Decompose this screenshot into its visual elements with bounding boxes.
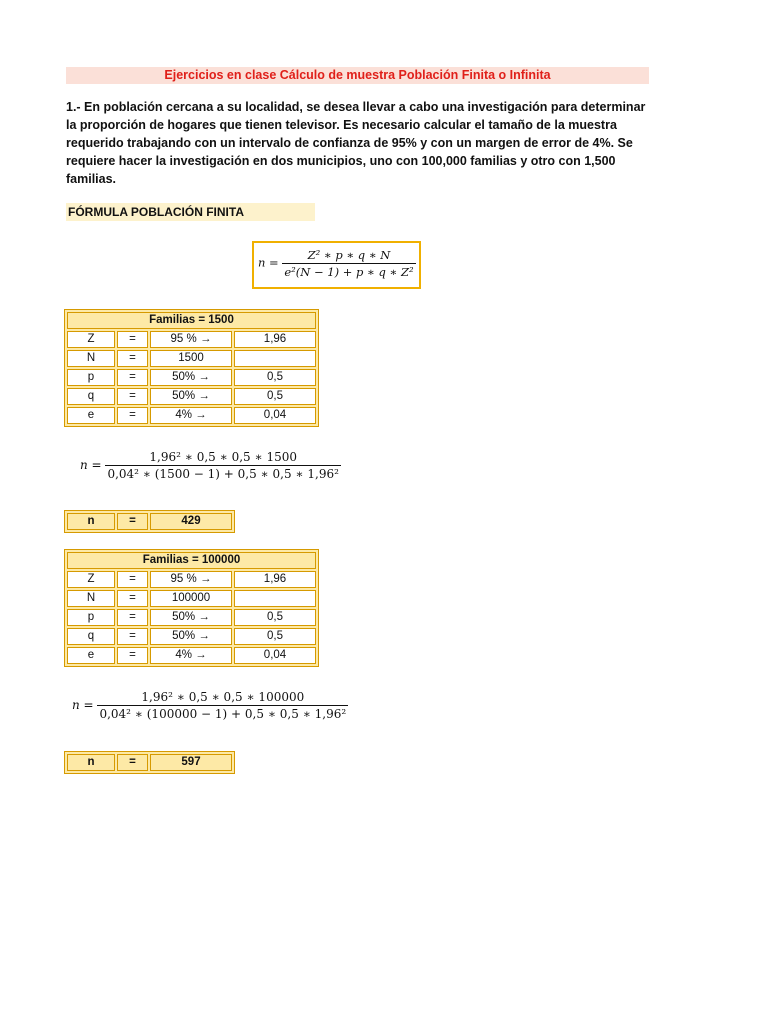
formula-numerator: Z² ∗ p ∗ q ∗ N	[282, 248, 415, 264]
calc-numerator: 1,96² ∗ 0,5 ∗ 0,5 ∗ 100000	[97, 690, 348, 706]
formula-denominator: e²(N − 1) + p ∗ q ∗ Z²	[284, 265, 414, 279]
problem-statement: 1.- En población cercana a su localidad, se desea llevar a cabo una investigación para determinar la proporción de hogares que tienen televisor. Es necesario calcular el tamaño de la muestra requerido trabajando con un intervalo de confianza de 95% y con un margen de error de 4%. Se requiere hacer la investigación en dos municipios, uno con 100,000 familias y otro con 1,500 familias.	[66, 100, 646, 186]
result-equals: =	[117, 754, 148, 771]
value-cell: 0,5	[234, 628, 316, 645]
given-cell: 50% →	[150, 628, 232, 645]
calc-denominator: 0,04² ∗ (1500 − 1) + 0,5 ∗ 0,5 ∗ 1,96²	[107, 467, 339, 481]
given-cell: 4% →	[150, 647, 232, 664]
equals-cell: =	[117, 407, 148, 424]
given-cell: 50% →	[150, 388, 232, 405]
given-cell: 95 % →	[150, 331, 232, 348]
page-title: Ejercicios en clase Cálculo de muestra Población Finita o Infinita	[66, 67, 649, 84]
result-value: 429	[150, 513, 232, 530]
equals-cell: =	[117, 609, 148, 626]
value-cell: 0,5	[234, 609, 316, 626]
result-value: 597	[150, 754, 232, 771]
equals-cell: =	[117, 369, 148, 386]
equals-cell: =	[117, 388, 148, 405]
given-cell: 95 % →	[150, 571, 232, 588]
table-row	[67, 331, 316, 348]
calc-denominator: 0,04² ∗ (100000 − 1) + 0,5 ∗ 0,5 ∗ 1,96²	[99, 707, 347, 721]
table-row	[67, 590, 316, 607]
var-cell: N	[67, 350, 115, 367]
given-cell: 1500	[150, 350, 232, 367]
finite-population-formula	[252, 241, 421, 289]
table-header: Familias = 100000	[67, 552, 316, 569]
section-heading: FÓRMULA POBLACIÓN FINITA	[66, 203, 315, 221]
value-cell: 1,96	[234, 571, 316, 588]
equals-cell: =	[117, 590, 148, 607]
value-cell: 0,5	[234, 388, 316, 405]
table-row	[67, 609, 316, 626]
table-row	[67, 388, 316, 405]
value-cell: 0,04	[234, 647, 316, 664]
table-familias-1500	[64, 309, 319, 427]
result-100000	[64, 751, 235, 774]
table-row	[67, 369, 316, 386]
var-cell: e	[67, 647, 115, 664]
given-cell: 50% →	[150, 609, 232, 626]
calculation-1500	[80, 450, 341, 481]
table-header: Familias = 1500	[67, 312, 316, 329]
table-familias-100000	[64, 549, 319, 667]
given-cell: 100000	[150, 590, 232, 607]
table-row	[67, 350, 316, 367]
table-row	[67, 571, 316, 588]
given-cell: 4% →	[150, 407, 232, 424]
calculation-100000	[72, 690, 348, 721]
equals-cell: =	[117, 647, 148, 664]
calc-lhs: n =	[72, 698, 94, 712]
value-cell	[234, 590, 316, 607]
given-cell: 50% →	[150, 369, 232, 386]
value-cell: 0,04	[234, 407, 316, 424]
var-cell: N	[67, 590, 115, 607]
equals-cell: =	[117, 331, 148, 348]
calc-lhs: n =	[80, 458, 102, 472]
var-cell: Z	[67, 571, 115, 588]
table-row	[67, 647, 316, 664]
table-row	[67, 628, 316, 645]
var-cell: q	[67, 628, 115, 645]
result-label: n	[67, 754, 115, 771]
result-equals: =	[117, 513, 148, 530]
value-cell	[234, 350, 316, 367]
calc-numerator: 1,96² ∗ 0,5 ∗ 0,5 ∗ 1500	[105, 450, 341, 466]
equals-cell: =	[117, 571, 148, 588]
var-cell: q	[67, 388, 115, 405]
var-cell: Z	[67, 331, 115, 348]
var-cell: p	[67, 609, 115, 626]
value-cell: 0,5	[234, 369, 316, 386]
equals-cell: =	[117, 628, 148, 645]
var-cell: e	[67, 407, 115, 424]
equals-cell: =	[117, 350, 148, 367]
result-1500	[64, 510, 235, 533]
result-label: n	[67, 513, 115, 530]
var-cell: p	[67, 369, 115, 386]
table-row	[67, 407, 316, 424]
formula-lhs: n =	[258, 255, 279, 270]
value-cell: 1,96	[234, 331, 316, 348]
